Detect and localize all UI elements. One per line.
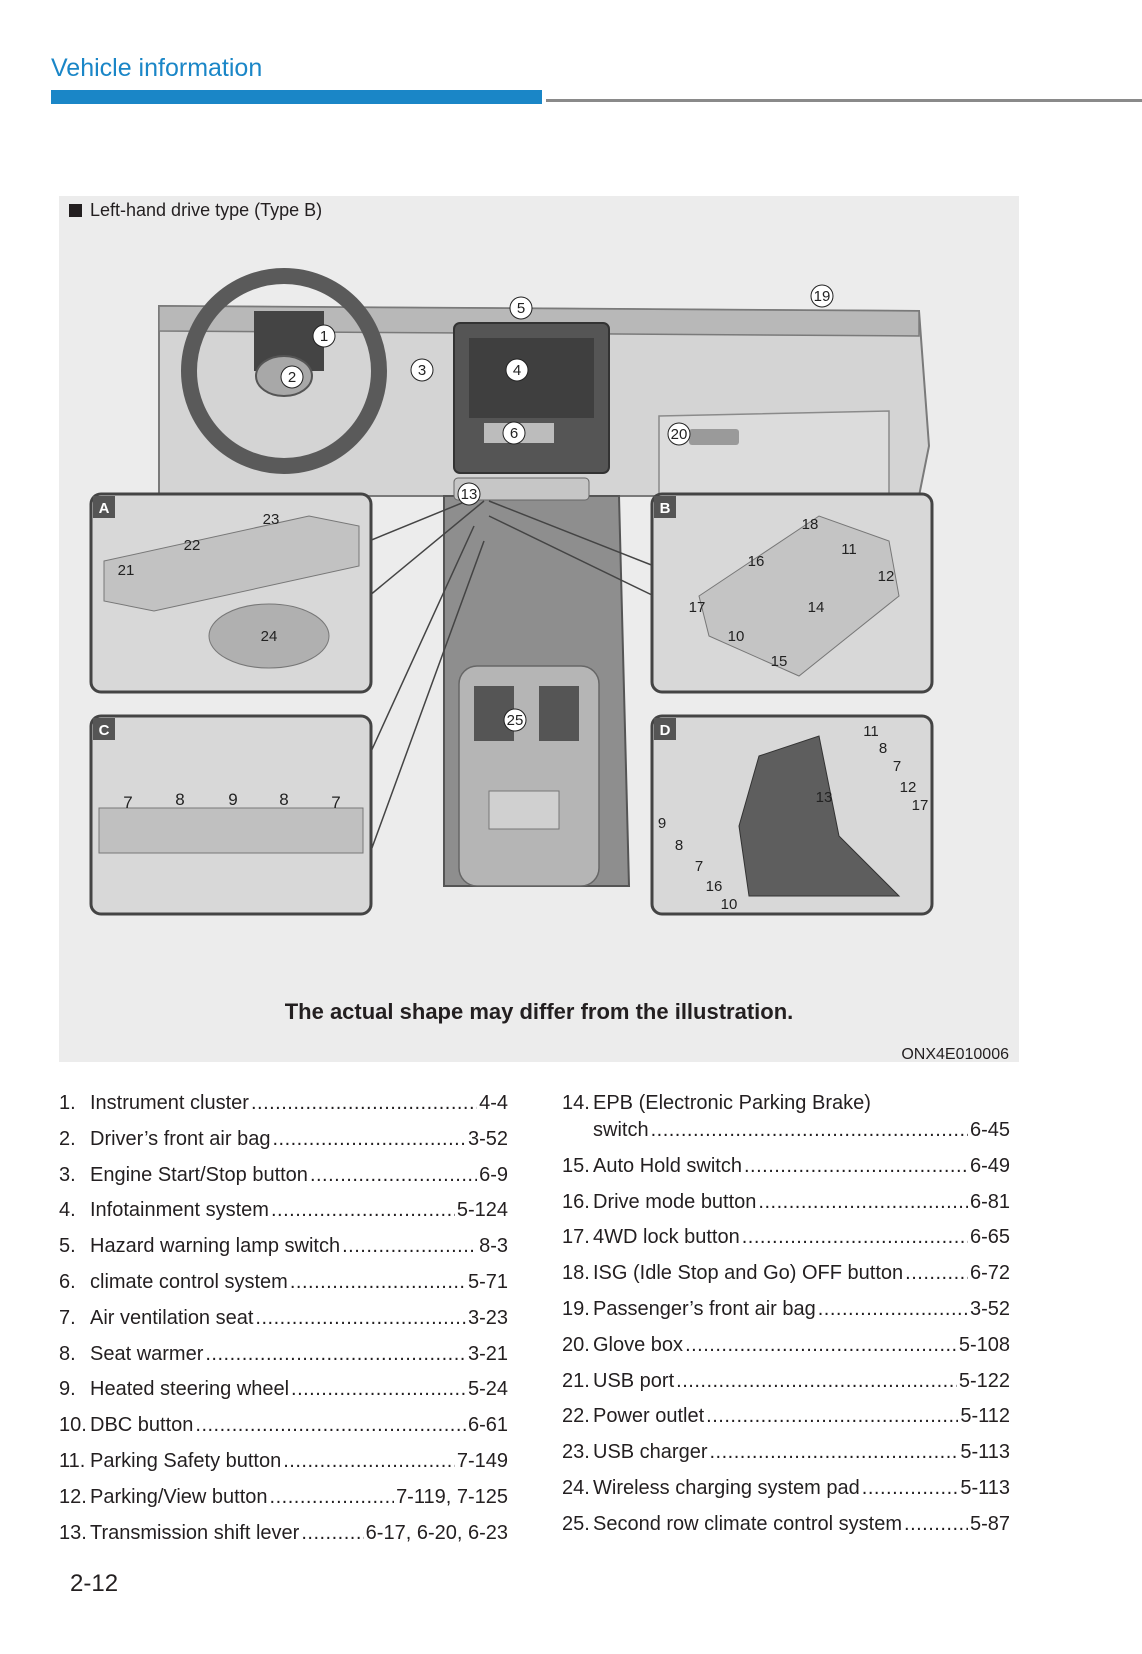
item-label-continued: switch [593,1119,649,1141]
item-label: Transmission shift lever [90,1521,300,1544]
item-page: 8-3 [479,1235,508,1258]
item-page: 5-108 [958,1333,1010,1356]
leader-dots [651,1119,968,1142]
dashboard-illustration [59,196,1019,996]
item-label: Infotainment system [90,1199,269,1222]
callout-d-8b: 8 [674,837,684,854]
leader-dots [685,1334,957,1357]
list-item [562,1226,1010,1249]
item-number: 23. [562,1441,590,1464]
callout-d-10: 10 [720,896,738,913]
leader-dots [251,1092,477,1115]
item-page: 5-24 [467,1378,508,1401]
figure-note: The actual shape may differ from the illustration. [284,999,794,1024]
list-item [59,1486,508,1509]
item-label: EPB (Electronic Parking Brake) [593,1092,871,1114]
callout-b-16: 16 [747,553,765,570]
callout-b-17: 17 [688,599,706,616]
item-number: 1. [59,1092,76,1114]
callout-a-24: 24 [260,628,278,645]
item-label: Wireless charging system pad [593,1476,860,1499]
leader-dots [758,1191,968,1214]
item-label: Seat warmer [90,1342,204,1365]
item-label: Auto Hold switch [593,1154,742,1177]
item-page: 5-112 [960,1405,1010,1428]
callout-a-21: 21 [117,562,135,579]
item-label: Engine Start/Stop button [90,1163,308,1186]
section-title: Vehicle information [51,54,263,82]
list-item [562,1262,1010,1285]
callout-25: 25 [506,712,524,729]
item-page: 5-113 [960,1476,1010,1499]
header-rule-gray [546,99,1142,102]
callout-1: 1 [319,328,329,345]
item-page: 4-4 [479,1092,508,1114]
callout-d-7b: 7 [694,858,704,875]
item-number: 21. [562,1369,590,1392]
page-number: 2-12 [70,1570,119,1597]
item-page: 6-9 [479,1163,508,1186]
list-item [59,1522,508,1545]
inset-b [652,494,932,692]
inset-d [652,716,932,914]
callout-c-7b: 7 [331,793,341,812]
infotainment-display [469,338,594,418]
callout-d-13: 13 [815,789,833,806]
item-number: 4. [59,1199,76,1222]
inset-d-label: D [659,722,671,739]
item-page: 5-113 [960,1441,1010,1464]
item-page: 3-21 [467,1342,508,1365]
list-item [59,1128,508,1151]
inset-c-switch-row [99,808,363,853]
leader-dots [271,1199,455,1222]
item-number: 25. [562,1512,590,1535]
item-number: 24. [562,1476,590,1499]
item-page: 7-119, 7-125 [396,1485,508,1508]
item-page: 5-122 [958,1369,1010,1392]
item-label: Hazard warning lamp switch [90,1235,341,1258]
leader-dots [818,1298,968,1321]
list-item [59,1199,508,1222]
item-label: Instrument cluster [90,1092,249,1114]
callout-c-8b: 8 [279,790,289,809]
leader-dots [706,1405,958,1428]
item-number: 11. [59,1449,86,1472]
callout-b-14: 14 [807,599,825,616]
leader-dots [742,1226,968,1249]
leader-dots [904,1513,968,1536]
item-page: 6-72 [969,1262,1010,1285]
callout-b-10: 10 [727,628,745,645]
item-page: 7-149 [456,1449,508,1472]
item-number: 5. [59,1235,76,1258]
list-item [562,1513,1010,1536]
list-item [562,1092,1010,1142]
leader-dots [195,1414,466,1437]
rear-vent-right [539,686,579,741]
header-rule-blue [51,90,542,104]
item-label: Parking/View button [90,1485,268,1508]
callout-2: 2 [287,369,297,386]
leader-dots [290,1271,466,1294]
legend-list-left [59,1092,508,1557]
item-page: 5-124 [456,1199,508,1222]
list-item [59,1307,508,1330]
inset-c-label: C [98,722,110,739]
item-number: 17. [562,1226,590,1249]
callout-4: 4 [512,362,522,379]
item-label: Parking Safety button [90,1449,282,1472]
callout-b-18: 18 [801,516,819,533]
item-page: 3-52 [969,1297,1010,1320]
callout-c-8a: 8 [175,790,185,809]
list-item [562,1405,1010,1428]
inset-a [91,494,371,692]
callout-a-23: 23 [262,511,280,528]
callout-13: 13 [460,486,478,503]
list-item [562,1155,1010,1178]
callout-3: 3 [417,362,427,379]
item-number: 7. [59,1306,76,1329]
item-label: DBC button [90,1414,194,1437]
item-line-2 [562,1119,1010,1142]
callout-c-7a: 7 [123,793,133,812]
leader-dots [905,1262,968,1285]
item-label: USB charger [593,1441,708,1464]
item-number: 3. [59,1163,76,1186]
leader-dots [205,1343,466,1366]
item-line-1 [562,1092,1010,1115]
leader-dots [272,1128,466,1151]
list-item [562,1370,1010,1393]
item-number: 14. [562,1092,590,1114]
item-number: 20. [562,1333,590,1356]
item-number: 8. [59,1342,76,1365]
list-item [59,1343,508,1366]
callout-5: 5 [516,300,526,317]
item-page: 5-87 [969,1512,1010,1535]
item-label: ISG (Idle Stop and Go) OFF button [593,1262,904,1285]
item-page: 6-45 [969,1119,1010,1141]
callout-20: 20 [670,426,688,443]
list-item [59,1271,508,1294]
figure-caption-text: Left-hand drive type (Type B) [90,200,323,220]
callout-d-11: 11 [863,723,879,740]
leader-dots [862,1477,959,1500]
item-number: 18. [562,1262,590,1285]
item-page: 3-23 [467,1306,508,1329]
leader-dots [255,1307,466,1330]
callout-d-8a: 8 [878,740,888,757]
item-number: 10. [59,1414,87,1437]
list-item [562,1477,1010,1500]
item-label: 4WD lock button [593,1226,740,1249]
item-number: 6. [59,1270,76,1293]
inset-b-label: B [659,500,671,517]
item-page: 6-61 [467,1414,508,1437]
callout-b-15: 15 [770,653,788,670]
item-label: Second row climate control system [593,1512,903,1535]
leader-dots [710,1441,959,1464]
list-item [59,1235,508,1258]
item-label: USB port [593,1369,675,1392]
callout-b-11: 11 [841,541,857,558]
list-item [59,1378,508,1401]
glove-box-shape [659,411,889,496]
dashboard-figure [59,196,1019,1062]
list-item [59,1164,508,1187]
callout-d-17: 17 [911,797,929,814]
leader-dots [301,1522,363,1545]
leader-dots [283,1450,455,1473]
list-item [562,1441,1010,1464]
legend-list-right [562,1092,1010,1549]
item-page: 3-52 [467,1127,508,1150]
item-page: 6-49 [969,1154,1010,1177]
leader-dots [270,1486,395,1509]
leader-dots [744,1155,968,1178]
inset-c [91,716,371,914]
item-page: 6-81 [969,1190,1010,1213]
item-label: Glove box [593,1333,684,1356]
inset-a-label: A [98,500,110,517]
list-item [562,1191,1010,1214]
item-number: 22. [562,1405,590,1428]
item-label: Driver’s front air bag [90,1127,271,1150]
list-item [59,1414,508,1437]
leader-dots [342,1235,477,1258]
list-item [59,1450,508,1473]
callout-d-12: 12 [899,779,917,796]
figure-code: ONX4E010006 [901,1046,1009,1063]
item-number: 12. [59,1485,87,1508]
item-label: Air ventilation seat [90,1306,254,1329]
callout-d-7a: 7 [892,758,902,775]
list-item [59,1092,508,1115]
leader-dots [310,1164,477,1187]
callout-c-9: 9 [228,790,238,809]
callout-6: 6 [509,425,519,442]
callout-d-16: 16 [705,878,723,895]
item-label: Power outlet [593,1405,705,1428]
rear-usb-panel [489,791,559,829]
item-number: 2. [59,1127,76,1150]
callout-b-12: 12 [877,568,895,585]
item-number: 16. [562,1190,590,1213]
callout-d-9: 9 [657,815,667,832]
item-label: Heated steering wheel [90,1378,290,1401]
callout-a-22: 22 [183,537,201,554]
glove-box-handle [689,429,739,445]
list-item [562,1334,1010,1357]
item-label: climate control system [90,1270,288,1293]
item-number: 9. [59,1378,76,1401]
item-number: 15. [562,1154,590,1177]
leader-dots [291,1378,466,1401]
item-label: Passenger’s front air bag [593,1297,816,1320]
item-number: 13. [59,1521,87,1544]
item-page: 5-71 [467,1270,508,1293]
list-item [562,1298,1010,1321]
item-page: 6-17, 6-20, 6-23 [365,1521,508,1544]
item-label: Drive mode button [593,1190,757,1213]
item-number: 19. [562,1297,590,1320]
callout-19: 19 [813,288,831,305]
leader-dots [676,1370,957,1393]
item-page: 6-65 [969,1226,1010,1249]
